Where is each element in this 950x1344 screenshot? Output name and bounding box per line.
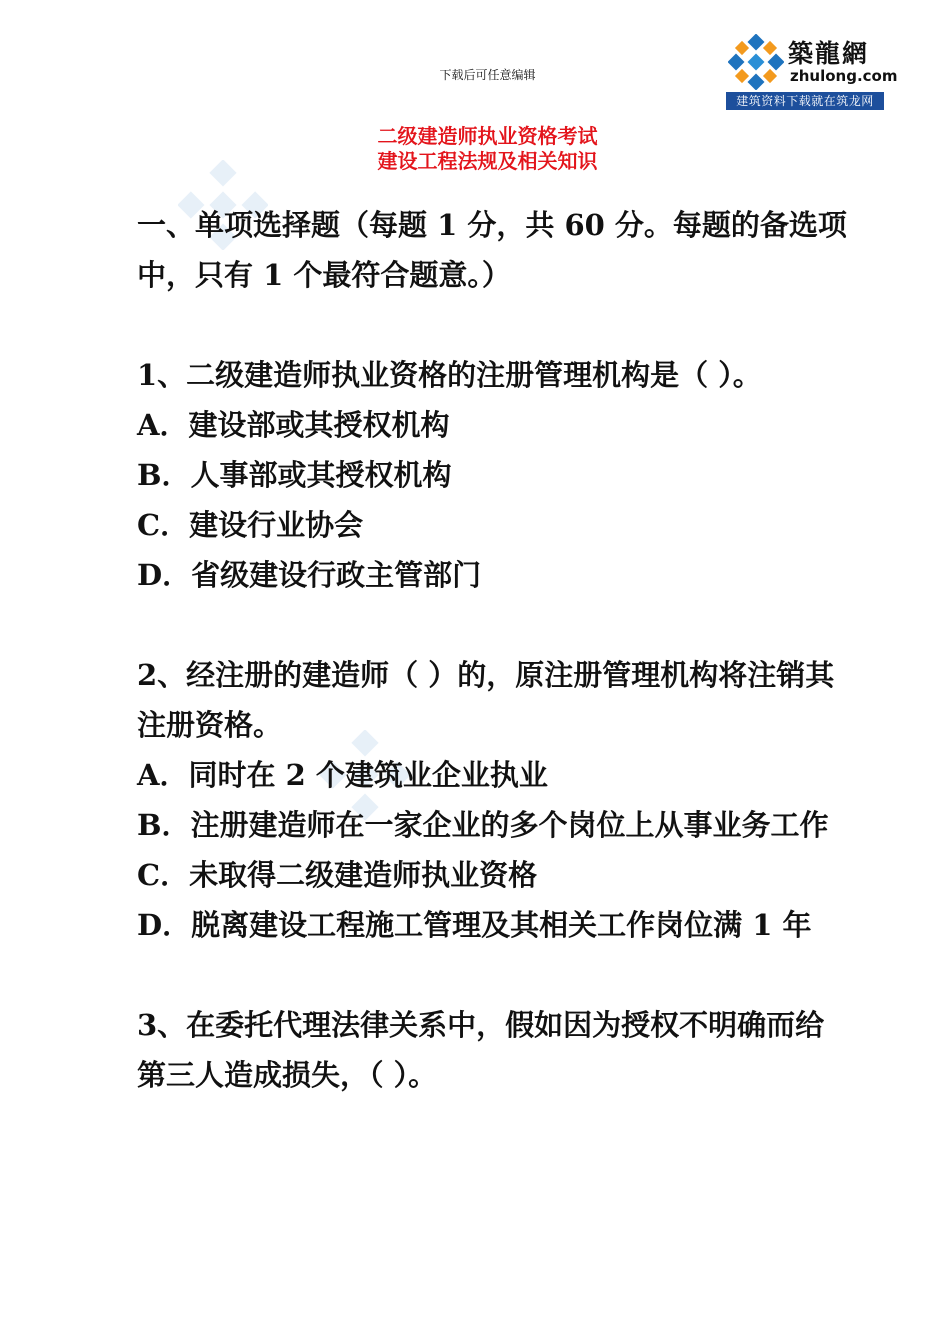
logo-domain: zhulong.com — [790, 67, 898, 85]
title-line-1: 二级建造师执业资格考试 — [377, 124, 598, 148]
zhulong-logo — [726, 32, 898, 110]
option-c: C．建设行业协会 — [137, 508, 364, 542]
zhulong-flower-icon — [728, 34, 784, 90]
question-2 — [137, 650, 847, 950]
option-a: A．同时在 2 个建筑业企业执业 — [137, 758, 548, 792]
question-3 — [137, 1000, 847, 1100]
option-b: B．人事部或其授权机构 — [137, 458, 452, 492]
logo-name: 築龍網 — [788, 39, 870, 68]
section-heading: 一、单项选择题（每题 1 分，共 60 分。每题的备选项中，只有 1 个最符合题意。） — [137, 208, 847, 292]
title-line-2: 建设工程法规及相关知识 — [377, 149, 598, 173]
question-stem: 1、二级建造师执业资格的注册管理机构是（ ）。 — [137, 358, 762, 392]
question-stem: 3、在委托代理法律关系中，假如因为授权不明确而给第三人造成损失，（ ）。 — [137, 1008, 825, 1092]
page-header-note: 下载后可任意编辑 — [439, 68, 536, 82]
option-d: D．脱离建设工程施工管理及其相关工作岗位满 1 年 — [137, 908, 812, 942]
document-title — [0, 124, 950, 174]
exam-content — [137, 200, 847, 1100]
option-c: C．未取得二级建造师执业资格 — [137, 858, 538, 892]
option-a: A．建设部或其授权机构 — [137, 408, 450, 442]
logo-banner: 建筑资料下载就在筑龙网 — [726, 92, 884, 110]
question-1 — [137, 350, 847, 600]
option-b: B．注册建造师在一家企业的多个岗位上从事业务工作 — [137, 808, 829, 842]
option-d: D．省级建设行政主管部门 — [137, 558, 482, 592]
question-stem: 2、经注册的建造师（ ）的，原注册管理机构将注销其注册资格。 — [137, 658, 835, 742]
